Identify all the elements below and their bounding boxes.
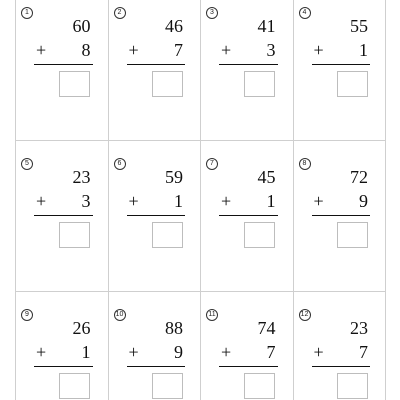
bottom-addend: 1: [266, 191, 276, 211]
top-addend: 59: [165, 167, 183, 187]
plus-sign: +: [128, 342, 139, 362]
problem-number: 2: [114, 7, 126, 19]
bottom-addend: 8: [81, 40, 91, 60]
problem-cell: [16, 0, 109, 141]
top-addend: 23: [72, 167, 91, 187]
problem-number: 12: [299, 309, 311, 321]
sum-line: [219, 64, 278, 65]
plus-sign: +: [221, 40, 232, 60]
answer-box[interactable]: [244, 71, 275, 97]
problem-cell: [201, 0, 294, 141]
problem-number: 1: [21, 7, 33, 19]
problem-cell: [109, 292, 202, 400]
problem-cell: [201, 141, 294, 292]
answer-box[interactable]: [337, 373, 368, 399]
answer-box[interactable]: [337, 71, 368, 97]
answer-box[interactable]: [152, 71, 183, 97]
problem-number: 9: [21, 309, 33, 321]
bottom-addend: 9: [359, 191, 368, 211]
problem-cell: [294, 141, 387, 292]
top-addend: 46: [165, 16, 183, 36]
problem-cell: [294, 292, 387, 400]
bottom-addend: 3: [81, 191, 91, 211]
top-addend: 60: [72, 16, 91, 36]
top-addend: 55: [350, 16, 368, 36]
problem-number: 4: [299, 7, 311, 19]
bottom-addend: 7: [174, 40, 183, 60]
answer-box[interactable]: [59, 373, 90, 399]
sum-line: [34, 64, 93, 65]
answer-box[interactable]: [59, 71, 90, 97]
answer-box[interactable]: [152, 222, 183, 248]
top-addend: 23: [350, 318, 368, 338]
problem-cell: [109, 0, 202, 141]
plus-sign: +: [36, 40, 47, 60]
bottom-addend: 9: [174, 342, 183, 362]
sum-line: [219, 215, 278, 216]
problem-number: 5: [21, 158, 33, 170]
sum-line: [219, 366, 278, 367]
problem-cell: [16, 141, 109, 292]
plus-sign: +: [128, 40, 139, 60]
top-addend: 72: [350, 167, 368, 187]
plus-sign: +: [221, 191, 232, 211]
answer-box[interactable]: [152, 373, 183, 399]
answer-box[interactable]: [244, 373, 275, 399]
bottom-addend: 1: [359, 40, 368, 60]
top-addend: 41: [257, 16, 276, 36]
plus-sign: +: [313, 342, 324, 362]
sum-line: [34, 366, 93, 367]
problem-cell: [109, 141, 202, 292]
problem-number: 7: [206, 158, 218, 170]
problem-number: 8: [299, 158, 311, 170]
sum-line: [34, 215, 93, 216]
bottom-addend: 1: [81, 342, 91, 362]
answer-box[interactable]: [244, 222, 275, 248]
plus-sign: +: [36, 191, 47, 211]
top-addend: 88: [165, 318, 183, 338]
plus-sign: +: [313, 40, 324, 60]
problem-cell: [201, 292, 294, 400]
top-addend: 45: [257, 167, 276, 187]
bottom-addend: 7: [266, 342, 276, 362]
problem-number: 6: [114, 158, 126, 170]
sum-line: [312, 64, 371, 65]
problem-number: 11: [206, 309, 218, 321]
bottom-addend: 7: [359, 342, 368, 362]
top-addend: 74: [257, 318, 276, 338]
sum-line: [127, 64, 186, 65]
plus-sign: +: [313, 191, 324, 211]
answer-box[interactable]: [59, 222, 90, 248]
plus-sign: +: [36, 342, 47, 362]
problem-number: 10: [114, 309, 126, 321]
bottom-addend: 1: [174, 191, 183, 211]
problem-number: 3: [206, 7, 218, 19]
answer-box[interactable]: [337, 222, 368, 248]
sum-line: [127, 366, 186, 367]
plus-sign: +: [221, 342, 232, 362]
plus-sign: +: [128, 191, 139, 211]
sum-line: [127, 215, 186, 216]
sum-line: [312, 215, 371, 216]
problem-cell: [294, 0, 387, 141]
top-addend: 26: [72, 318, 91, 338]
problem-grid: [15, 0, 386, 400]
sum-line: [312, 366, 371, 367]
bottom-addend: 3: [266, 40, 276, 60]
problem-cell: [16, 292, 109, 400]
